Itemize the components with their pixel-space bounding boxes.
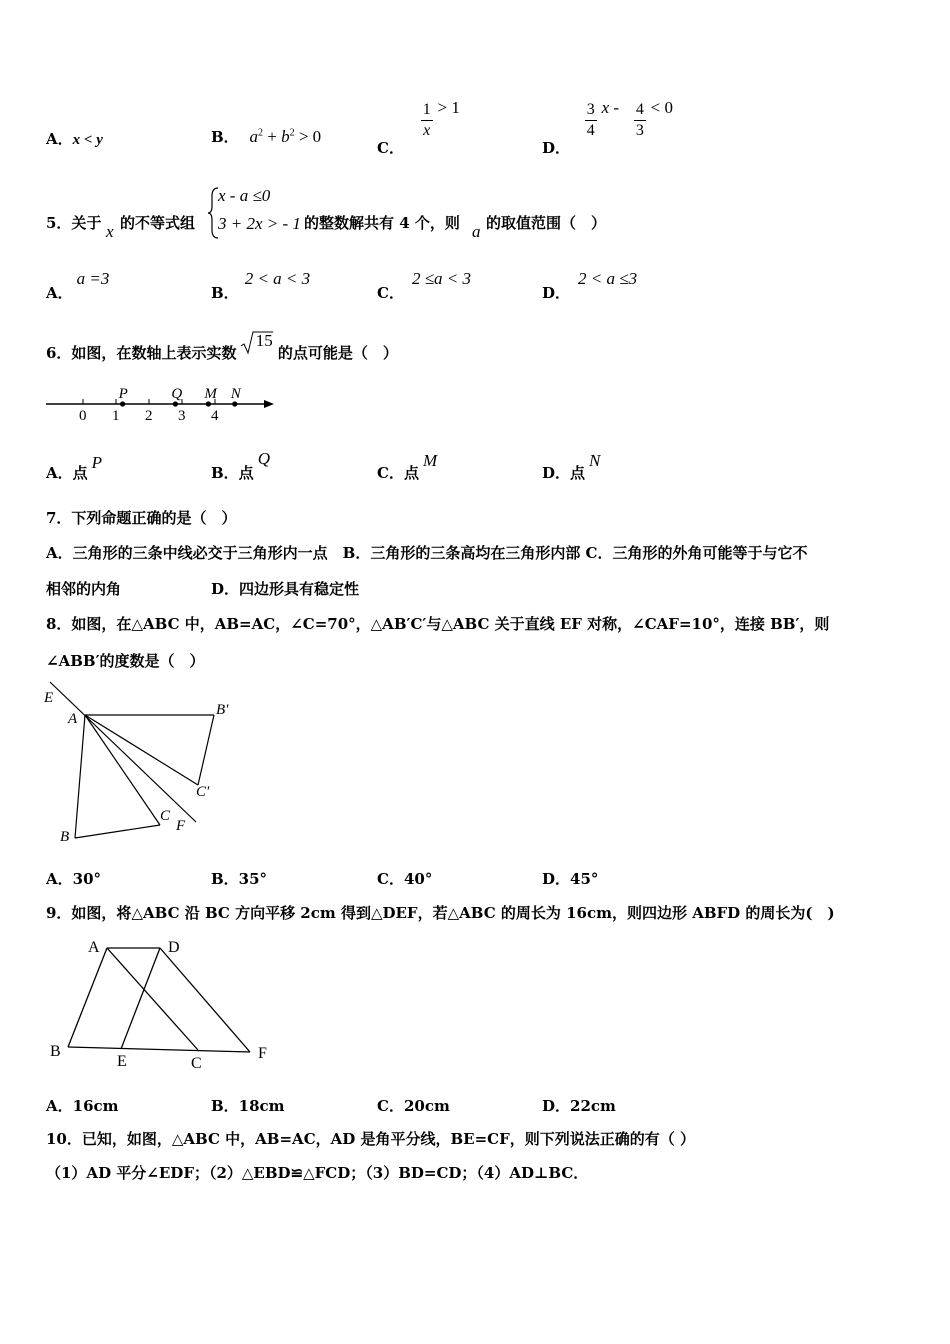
option-value: 2 ≤a < 3 xyxy=(411,269,472,288)
option-label: C． xyxy=(377,138,404,157)
q6-option-b xyxy=(211,448,270,482)
radical-icon xyxy=(240,331,274,355)
label-c-prime: C′ xyxy=(196,784,210,800)
q7-option-d: D．四边形具有稳定性 xyxy=(211,580,360,598)
option-label: D． xyxy=(542,284,571,302)
q8-stem: 8．如图，在△ABC 中，AB=AC，∠C=70°，△AB′C′与△ABC 关于直线 EF 对称，∠CAF=10°，连接 BB′，则 xyxy=(46,615,830,633)
q9-stem: 9．如图，将△ABC 沿 BC 方向平移 2cm 得到△DEF，若△ABC 的周长为 16cm，则四边形 ABFD 的周长为( ) xyxy=(46,904,835,922)
q5-option-a xyxy=(46,268,110,302)
q8-stem-2: ∠ABB′的度数是（ ） xyxy=(46,652,205,670)
option-value: 2 < a < 3 xyxy=(244,269,311,288)
option-label: B． xyxy=(211,284,239,302)
system-line-2: 3 + 2x > - 1 xyxy=(218,214,301,233)
stem-text: 的不等式组 xyxy=(120,214,196,232)
q4-option-d xyxy=(542,97,673,157)
segment-ac xyxy=(107,948,198,1050)
stem-text: 6．如图，在数轴上表示实数 xyxy=(46,344,237,362)
variable-a: a xyxy=(472,222,481,241)
point-q xyxy=(173,401,178,406)
option-value: < 0 xyxy=(650,97,673,117)
q6-stem xyxy=(46,330,398,362)
axis-tick-label: 1 xyxy=(112,408,120,424)
q10-statements: （1）AD 平分∠EDF；（2）△EBD≌△FCD；（3）BD=CD；（4）AD⊥BC． xyxy=(46,1164,589,1182)
label-e: E xyxy=(117,1053,127,1070)
option-value: $a^2 + b^2 > 0$ xyxy=(249,127,322,146)
label-a: A xyxy=(68,711,78,727)
axis-tick-label: 2 xyxy=(145,408,153,424)
q8-option-a: A．30° xyxy=(46,870,102,888)
label-b: B xyxy=(50,1043,61,1060)
q7-options-line: A．三角形的三条中线必交于三角形内一点 B．三角形的三条高均在三角形内部 C．三角形的外角可能等于与它不 xyxy=(46,544,808,562)
fraction-4-3: $\frac{4}{3}$ xyxy=(635,101,644,139)
option-label: D．点 xyxy=(542,464,586,482)
q5-option-c xyxy=(377,268,472,302)
label-e: E xyxy=(44,690,54,706)
label-f: F xyxy=(176,818,186,834)
label-b: B xyxy=(60,829,70,845)
stem-text: 的点可能是（ ） xyxy=(277,344,398,362)
segment-ac-prime xyxy=(85,715,198,785)
q6-option-a xyxy=(46,452,103,482)
variable-x: x xyxy=(106,222,114,241)
stem-text: 的整数解共有 4 个，则 xyxy=(304,214,460,232)
q8-option-b: B．35° xyxy=(211,870,268,888)
point-label-q: Q xyxy=(171,386,183,402)
option-label: A． xyxy=(46,284,73,302)
label-c: C xyxy=(160,808,171,824)
q9-option-b: B．18cm xyxy=(211,1097,285,1115)
option-label: B． xyxy=(211,128,239,146)
q4-option-c xyxy=(377,97,460,157)
point-m xyxy=(206,401,211,406)
axis-arrow-icon xyxy=(264,400,274,408)
point-label-p: P xyxy=(118,386,128,402)
q6-option-c xyxy=(377,450,438,482)
axis-tick-label: 3 xyxy=(178,408,186,424)
label-d: D xyxy=(168,939,180,956)
option-value: M xyxy=(422,451,438,470)
segment-de xyxy=(121,948,160,1049)
option-value: x < y xyxy=(72,132,103,148)
point-label-m: M xyxy=(204,386,217,402)
fraction-1-over-x: $\frac{1}{x}$ xyxy=(422,101,431,139)
q8-option-c: C．40° xyxy=(377,870,433,888)
variable-x: x - xyxy=(601,97,620,117)
segment-ac xyxy=(85,715,160,825)
q10-stem: 10．已知，如图，△ABC 中，AB=AC，AD 是角平分线，BE=CF，则下列说法正确的有（ ） xyxy=(46,1130,695,1148)
option-label: C．点 xyxy=(377,464,419,482)
axis-tick-label: 4 xyxy=(211,408,219,424)
segment-df xyxy=(160,948,250,1052)
q4-option-a xyxy=(46,128,103,149)
option-label: D． xyxy=(542,138,571,157)
line-ef xyxy=(50,682,196,822)
point-n xyxy=(232,401,237,406)
q7-stem: 7．下列命题正确的是（ ） xyxy=(46,509,237,527)
segment-bf xyxy=(68,1047,250,1052)
system-line-1: x - a ≤0 xyxy=(218,186,271,205)
stem-text: 5．关于 xyxy=(46,214,102,232)
option-label: B．点 xyxy=(211,464,254,482)
option-label: C． xyxy=(377,284,404,302)
label-f: F xyxy=(258,1045,267,1062)
option-value: P xyxy=(91,453,103,472)
option-label: A．点 xyxy=(46,464,88,482)
option-value: Q xyxy=(257,449,270,468)
point-label-n: N xyxy=(230,386,241,402)
label-a: A xyxy=(88,939,100,956)
sqrt-15 xyxy=(242,331,273,351)
number-line-figure xyxy=(40,382,280,426)
q6-option-d xyxy=(542,450,601,482)
radicand: 15 xyxy=(255,331,273,350)
axis-tick-label: 0 xyxy=(79,408,87,424)
q8-option-d: D．45° xyxy=(542,870,599,888)
q5-option-d xyxy=(542,268,638,302)
stem-text: 的取值范围（ ） xyxy=(486,214,607,232)
segment-bc xyxy=(75,825,160,838)
option-value: N xyxy=(589,451,601,470)
segment-ab xyxy=(68,948,107,1047)
q9-figure xyxy=(40,932,280,1072)
label-b-prime: B′ xyxy=(216,702,229,718)
option-label: A． xyxy=(46,130,73,148)
point-p xyxy=(120,401,125,406)
q7-options-line-2: 相邻的内角 xyxy=(46,580,122,598)
option-value: 2 < a ≤3 xyxy=(578,269,638,288)
fraction-3-4: $\frac{3}{4}$ xyxy=(586,101,595,139)
option-value: > 1 xyxy=(437,97,460,117)
q9-option-a: A．16cm xyxy=(46,1097,119,1115)
q5-option-b xyxy=(211,268,311,302)
segment-ab xyxy=(75,715,85,838)
q9-option-c: C．20cm xyxy=(377,1097,450,1115)
q8-figure xyxy=(40,678,245,848)
segment-b-prime-c-prime xyxy=(198,715,214,785)
label-c: C xyxy=(191,1055,202,1072)
option-value: a =3 xyxy=(76,269,110,288)
q4-option-b xyxy=(211,126,321,147)
q9-option-d: D．22cm xyxy=(542,1097,616,1115)
